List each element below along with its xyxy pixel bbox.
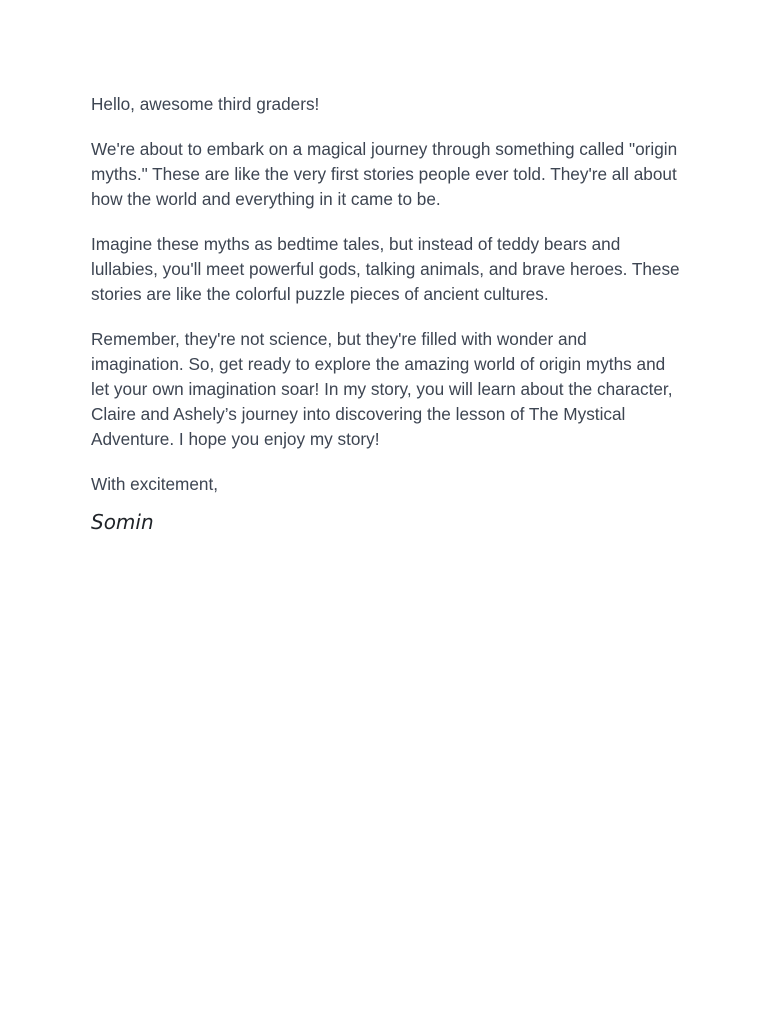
letter-signature: Somin: [91, 510, 154, 534]
letter-paragraph-remember: Remember, they're not science, but they're filled with wonder and imagination. So, get ready to explore the amazing world of origin myths and let your own imagination soar! In my story, you will learn about the character, Claire and Ashely’s journey into discovering the lesson of The Mystical Adventure. I hope you enjoy my story!: [91, 329, 673, 449]
letter-greeting: Hello, awesome third graders!: [91, 94, 320, 114]
letter-closing: With excitement,: [91, 474, 219, 494]
letter-paragraph-intro: We're about to embark on a magical journey through something called "origin myths." These are like the very first stories people ever told. They're all about how the world and everything in it came to be.: [91, 139, 678, 209]
letter-paragraph-imagine: Imagine these myths as bedtime tales, but instead of teddy bears and lullabies, you'll meet powerful gods, talking animals, and brave heroes. These stories are like the colorful puzzle pieces of ancient cultures.: [91, 234, 680, 304]
